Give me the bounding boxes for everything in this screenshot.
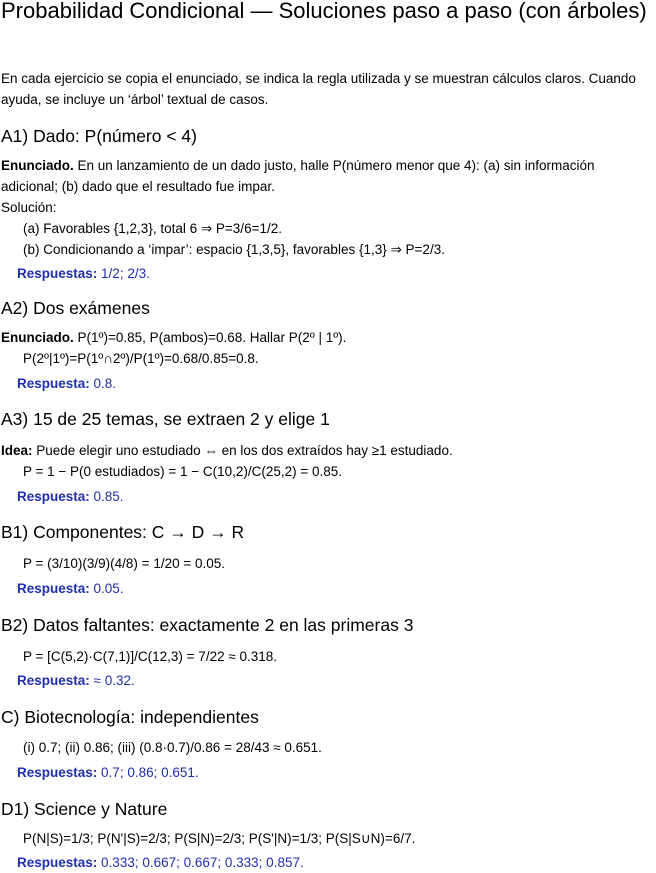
answer-label: Respuesta: [17,581,90,596]
section-d1-answer [17,852,304,873]
section-a2-enunciado [1,327,346,348]
answer-label: Respuesta: [17,673,90,688]
section-d1-heading: D1) Science y Nature [1,799,168,819]
section-a3-idea [1,440,453,461]
answer-label: Respuesta: [17,489,90,504]
section-a1-line-a: (a) Favorables {1,2,3}, total 6 ⇒ P=3/6=1/2. [23,221,282,236]
answer-text: 0.85. [89,489,124,504]
page-title: Probabilidad Condicional — Soluciones paso a paso (con árboles) [1,0,647,23]
section-a1-line-b: (b) Condicionando a ‘impar’: espacio {1,3,5}, favorables {1,3} ⇒ P=2/3. [23,242,445,257]
section-a1-answer [17,263,150,284]
intro-paragraph: En cada ejercicio se copia el enunciado, se indica la regla utilizada y se muestran cálculos claros. Cuando ayuda, se incluye un ‘árbol’ textual de casos. [1,71,636,107]
section-b1-answer [17,578,124,599]
section-d1-line-1: P(N|S)=1/3; P(N'|S)=2/3; P(S|N)=2/3; P(S'|N)=1/3; P(S|S∪N)=6/7. [23,831,416,846]
section-c-answer [17,762,199,783]
section-a1-heading: A1) Dado: P(número < 4) [1,126,197,146]
section-b2-heading: B2) Datos faltantes: exactamente 2 en las primeras 3 [1,615,414,635]
section-b2-answer [17,670,135,691]
section-b1-line-1: P = (3/10)(3/9)(4/8) = 1/20 = 0.05. [23,556,225,571]
section-a2-line-1: P(2º|1º)=P(1º∩2º)/P(1º)=0.68/0.85=0.8. [23,351,259,366]
section-a3-line-1: P = 1 − P(0 estudiados) = 1 − C(10,2)/C(25,2) = 0.85. [23,464,343,479]
section-c-heading: C) Biotecnología: independientes [1,707,259,727]
section-a2-heading: A2) Dos exámenes [1,298,150,318]
answer-text: 0.333; 0.667; 0.667; 0.333; 0.857. [97,855,304,870]
answer-text: 0.7; 0.86; 0.651. [97,765,199,780]
section-a3-heading: A3) 15 de 25 temas, se extraen 2 y elige 1 [1,409,330,429]
idea-text: Puede elegir uno estudiado ⇔ en los dos extraídos hay ≥1 estudiado. [32,443,453,458]
answer-text: 1/2; 2/3. [97,266,150,281]
section-a1-enunciado [1,155,653,197]
section-a1-solucion-label: Solución: [1,200,57,215]
answer-text: 0.05. [89,581,124,596]
enunciado-label: Enunciado. [1,330,74,345]
section-a3-answer [17,486,124,507]
answer-label: Respuesta: [17,376,90,391]
idea-label: Idea: [1,443,33,458]
section-a2-answer [17,373,116,394]
section-b1-heading: B1) Componentes: C → D → R [1,522,245,542]
answer-label: Respuestas: [17,765,98,780]
answer-text: 0.8. [89,376,117,391]
enunciado-text: P(1º)=0.85, P(ambos)=0.68. Hallar P(2º | 1º). [73,330,347,345]
answer-label: Respuestas: [17,266,98,281]
answer-text: ≈ 0.32. [89,673,135,688]
section-b2-line-1: P = [C(5,2)·C(7,1)]/C(12,3) = 7/22 ≈ 0.318. [23,649,278,664]
answer-label: Respuestas: [17,855,98,870]
enunciado-label: Enunciado. [1,158,74,173]
enunciado-text: En un lanzamiento de un dado justo, halle P(número menor que 4): (a) sin información adicional; (b) dado que el resultado fue impar. [1,158,595,194]
section-c-line-1: (i) 0.7; (ii) 0.86; (iii) (0.8·0.7)/0.86 = 28/43 ≈ 0.651. [23,740,322,755]
